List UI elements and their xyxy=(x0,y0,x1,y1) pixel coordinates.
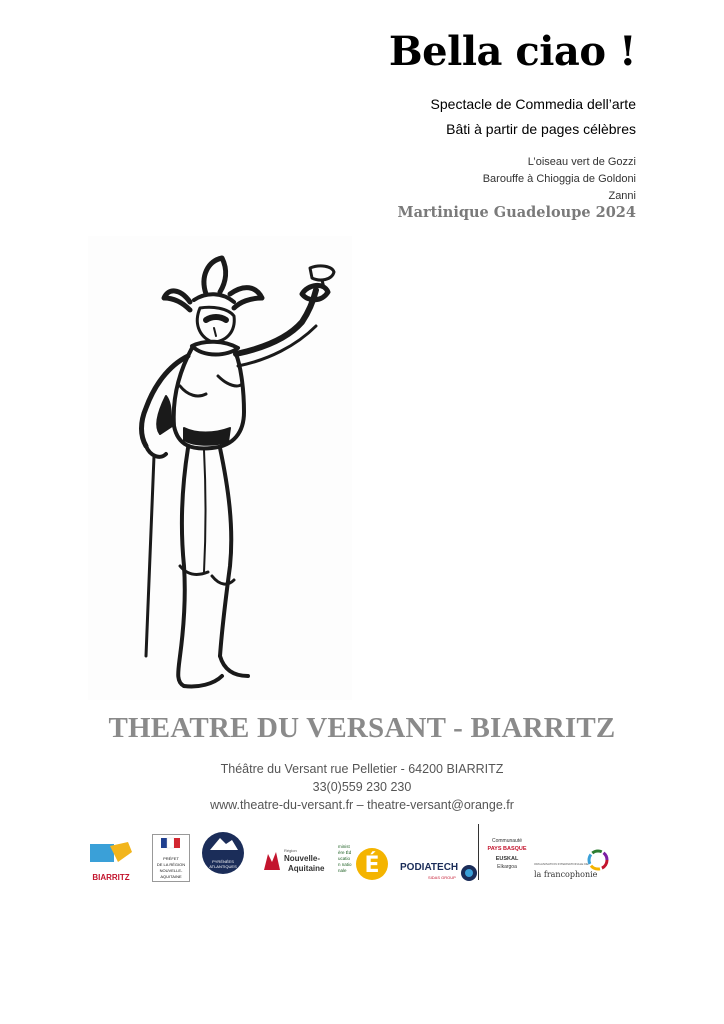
francophonie-ring-icon xyxy=(586,848,610,872)
harlequin-illustration xyxy=(88,236,352,700)
marianne-flag-icon xyxy=(153,835,189,851)
prefet-line-2: DE LA RÉGION xyxy=(156,862,186,867)
podiatech-sub-label: SIDAS GROUP xyxy=(428,875,456,880)
ministere-label: ministère Éducation nationale xyxy=(338,844,352,873)
francophonie-label: la francophonie xyxy=(534,870,598,879)
biarritz-logo-label: BIARRITZ xyxy=(92,873,130,882)
prefet-line-1: PRÉFET xyxy=(163,856,179,861)
source-zanni: Zanni xyxy=(608,190,636,202)
company-phone: 33(0)559 230 230 xyxy=(312,780,412,794)
biarritz-logo xyxy=(88,840,134,882)
source-oiseau-vert: L’oiseau vert de Gozzi xyxy=(527,156,636,168)
na-line-2: Aquitaine xyxy=(288,864,325,873)
podiatech-label: PODIATECH xyxy=(400,862,459,873)
harlequin-sketch xyxy=(88,236,352,700)
source-barouffe: Barouffe à Chioggia de Goldoni xyxy=(482,173,636,185)
pyrenees-atlantiques-logo xyxy=(202,832,244,874)
svg-text:É: É xyxy=(364,853,380,878)
communaute-pays-basque-logo xyxy=(478,824,532,880)
cpb-line-4: Elkargoa xyxy=(497,864,517,870)
francophonie-logo xyxy=(534,848,618,882)
mountain-icon xyxy=(202,832,244,854)
pyrenees-label: PYRÉNÉES ATLANTIQUES xyxy=(209,859,237,869)
lion-icon xyxy=(262,850,282,874)
podiatech-emblem-icon xyxy=(460,864,478,882)
subtitle-line-2: Bâti à partir de pages célèbres xyxy=(446,121,636,137)
education-nationale-logo xyxy=(338,840,390,886)
cpb-line-2: PAYS BASQUE xyxy=(487,846,527,852)
na-line-1: Nouvelle- xyxy=(284,854,321,863)
cpb-line-1: Communauté xyxy=(491,838,522,844)
nouvelle-aquitaine-logo xyxy=(262,848,328,876)
francophonie-top-label: ORGANISATION INTERNATIONALE DE xyxy=(534,862,589,866)
prefet-line-3: NOUVELLE-AQUITAINE xyxy=(159,868,183,879)
tour-dates: Martinique Guadeloupe 2024 xyxy=(397,204,636,221)
podiatech-logo xyxy=(400,862,480,884)
na-top-label: Région xyxy=(284,848,297,853)
subtitle-line-1: Spectacle de Commedia dell’arte xyxy=(430,96,636,112)
cpb-line-3: EUSKAL xyxy=(495,856,519,862)
prefet-logo xyxy=(152,834,190,882)
education-e-icon xyxy=(354,840,390,884)
page-title: Bella ciao ! xyxy=(388,28,636,75)
company-contact[interactable]: www.theatre-du-versant.fr – theatre-versant@orange.fr xyxy=(210,798,514,812)
company-name: THEATRE DU VERSANT - BIARRITZ xyxy=(108,712,616,744)
biarritz-emblem-icon xyxy=(88,840,134,868)
company-address: Théâtre du Versant rue Pelletier - 64200 BIARRITZ xyxy=(220,762,504,776)
